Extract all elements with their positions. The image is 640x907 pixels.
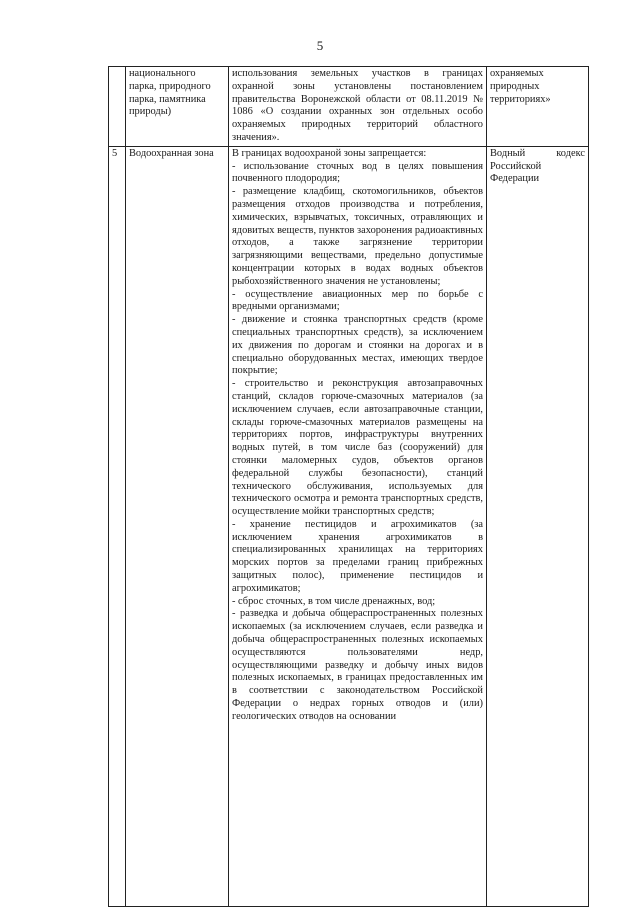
restriction-item: - разведка и добыча общераспространенных полезных ископаемых (за исключением случаев, если разведка и добыча общераспространенных полезных ископаемых осуществляются пользователями недр, осуществляющими разведку и добычу иных видов полезных ископаемых, в границах предоставленных им в соответствии с законодательством Российской Федерации о недрах горных отводов и (или) геологических отводов на основании bbox=[232, 608, 483, 722]
row-number-cell: 5 bbox=[109, 146, 126, 906]
restriction-intro: В границах водоохраной зоны запрещается: bbox=[232, 147, 427, 159]
legal-basis-cell: Водный кодекс Российской Федерации bbox=[487, 146, 589, 906]
restrictions-table bbox=[108, 66, 589, 907]
table-row bbox=[109, 67, 589, 147]
page-number: 5 bbox=[316, 38, 324, 53]
restriction-item: - размещение кладбищ, скотомогильников, объектов размещения отходов производства и потребления, химических, взрывчатых, токсичных, отравляющих и ядовитых веществ, пунктов захоронения радиоактивных отходов, а также загрязнение территории загрязняющими веществами, предельно допустимые концентрации которых в водах водных объектов рыбохозяйственного значения не установлены; bbox=[232, 186, 483, 287]
row-number-cell bbox=[109, 67, 126, 147]
restrictions-cell: использования земельных участков в границах охранной зоны установлены постановлением правительства Воронежской области от 08.11.2019 № 1086 «О создании охранных зон отдельных особо охраняемых природных территорий областного значения». bbox=[229, 67, 487, 147]
zone-name-cell: национального парка, природного парка, памятника природы) bbox=[126, 67, 229, 147]
restriction-item: - осуществление авиационных мер по борьбе с вредными организмами; bbox=[232, 288, 483, 313]
zone-name-cell: Водоохранная зона bbox=[126, 146, 229, 906]
table-row bbox=[109, 146, 589, 906]
restriction-item: - хранение пестицидов и агрохимикатов (за исключением хранения агрохимикатов в специализированных хранилищах на территориях морских портов за пределами границ прибрежных защитных полос), применение пестицидов и агрохимикатов; bbox=[232, 518, 483, 594]
restriction-item: - использование сточных вод в целях повышения почвенного плодородия; bbox=[232, 160, 483, 185]
legal-basis-cell: охраняемых природных территориях» bbox=[487, 67, 589, 147]
restrictions-cell bbox=[229, 146, 487, 906]
restriction-item: - движение и стоянка транспортных средств (кроме специальных транспортных средств), за исключением их движения по дорогам и стоянки на дорогах и в специально оборудованных местах, имеющих твердое покрытие; bbox=[232, 314, 483, 377]
restriction-item: - сброс сточных, в том числе дренажных, вод; bbox=[232, 595, 436, 607]
restriction-item: - строительство и реконструкция автозаправочных станций, складов горюче-смазочных материалов (за исключением случаев, если автозаправочные станции, склады горюче-смазочных материалов размещены на территориях портов, инфраструктуры внутренних водных путей, в том числе баз (сооружений) для стоянки маломерных судов, объектов органов федеральной службы безопасности), станций технического обслуживания, используемых для технического осмотра и ремонта транспортных средств, осуществление мойки транспортных средств; bbox=[232, 378, 483, 518]
